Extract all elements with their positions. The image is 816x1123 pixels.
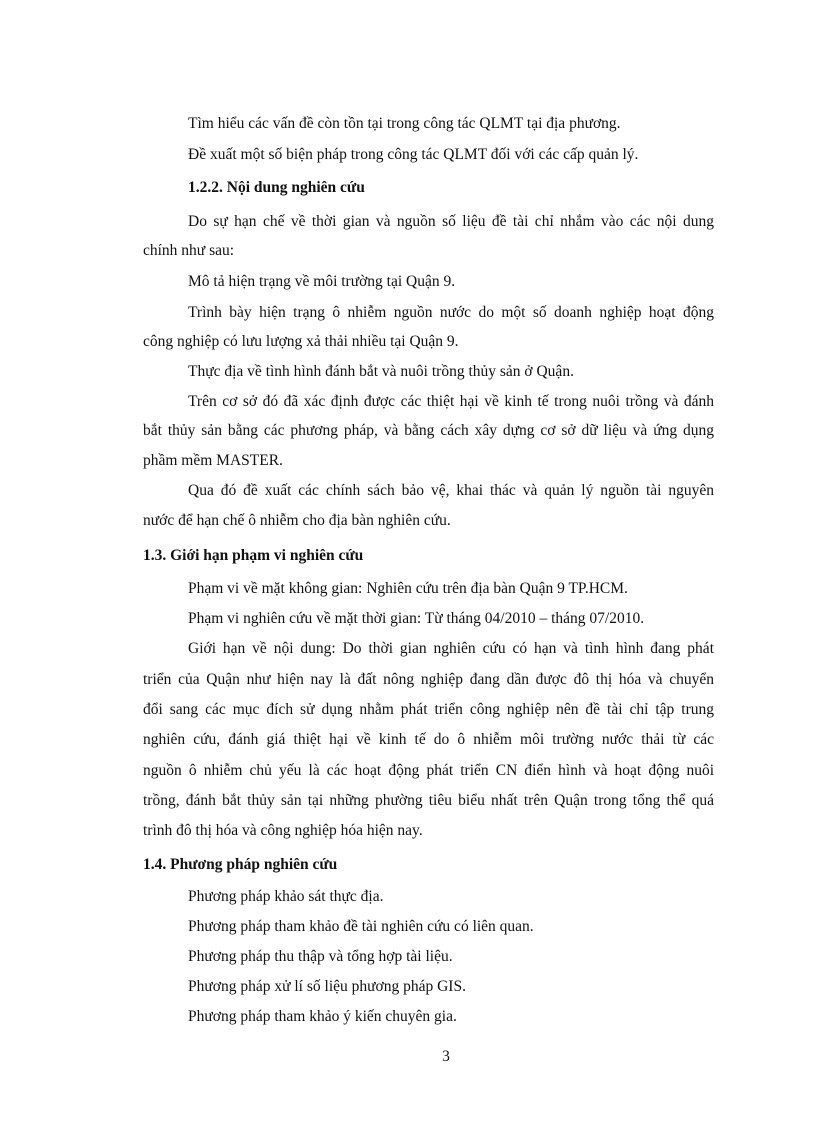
paragraph-line: trồng, đánh bắt thủy sản tại những phường tiêu biểu nhất trên Quận trong tổng thể quá: [143, 792, 714, 809]
paragraph-line: phầm mềm MASTER.: [143, 452, 283, 469]
paragraph-line: Trình bày hiện trạng ô nhiễm nguồn nước do một số doanh nghiệp hoạt động: [188, 304, 714, 321]
page-number: 3: [442, 1048, 450, 1065]
paragraph-line: Tìm hiểu các vấn đề còn tồn tại trong công tác QLMT tại địa phương.: [188, 115, 621, 132]
method-item: Phương pháp thu thập và tổng hợp tài liệu.: [188, 948, 453, 965]
paragraph-line: Trên cơ sở đó đã xác định được các thiệt hại về kinh tế trong nuôi trồng và đánh: [188, 393, 714, 410]
section-heading-1-4: 1.4. Phương pháp nghiên cứu: [143, 856, 338, 873]
paragraph-line: nước để hạn chế ô nhiễm cho địa bàn nghiên cứu.: [143, 512, 451, 529]
section-heading-1-2-2: 1.2.2. Nội dung nghiên cứu: [188, 179, 365, 196]
method-item: Phương pháp xử lí số liệu phương pháp GIS.: [188, 978, 466, 995]
paragraph-line: đổi sang các mục đích sử dụng nhằm phát triển công nghiệp nên đề tài chỉ tập trung: [143, 701, 714, 718]
method-item: Phương pháp khảo sát thực địa.: [188, 888, 384, 905]
paragraph-line: triển của Quận như hiện nay là đất nông nghiệp đang dần được đô thị hóa và chuyển: [143, 671, 714, 688]
section-heading-1-3: 1.3. Giới hạn phạm vi nghiên cứu: [143, 547, 364, 564]
paragraph-line: Đề xuất một số biện pháp trong công tác QLMT đối với các cấp quản lý.: [188, 146, 639, 163]
method-item: Phương pháp tham khảo đề tài nghiên cứu có liên quan.: [188, 918, 534, 935]
paragraph-line: Do sự hạn chế về thời gian và nguồn số liệu đề tài chỉ nhắm vào các nội dung: [188, 213, 714, 230]
paragraph-line: Mô tả hiện trạng về môi trường tại Quận 9.: [188, 273, 456, 290]
method-item: Phương pháp tham khảo ý kiến chuyên gia.: [188, 1008, 457, 1025]
paragraph-line: Phạm vi nghiên cứu về mặt thời gian: Từ tháng 04/2010 – tháng 07/2010.: [188, 610, 645, 627]
paragraph-line: bắt thủy sản bằng các phương pháp, và bằng cách xây dựng cơ sở dữ liệu và ứng dụng: [143, 422, 714, 439]
paragraph-line: nguồn ô nhiễm chủ yếu là các hoạt động phát triển CN điển hình và hoạt động nuôi: [143, 762, 714, 779]
paragraph-line: Giới hạn về nội dung: Do thời gian nghiên cứu có hạn và tình hình đang phát: [188, 640, 714, 657]
paragraph-line: trình đô thị hóa và công nghiệp hóa hiện nay.: [143, 822, 423, 839]
paragraph-line: Thực địa về tình hình đánh bắt và nuôi trồng thủy sản ở Quận.: [188, 363, 574, 380]
paragraph-line: công nghiệp có lưu lượng xả thải nhiều tại Quận 9.: [143, 333, 459, 350]
paragraph-line: Qua đó đề xuất các chính sách bảo vệ, khai thác và quản lý nguồn tài nguyên: [188, 482, 714, 499]
paragraph-line: chính như sau:: [143, 242, 235, 259]
paragraph-line: Phạm vi về mặt không gian: Nghiên cứu trên địa bàn Quận 9 TP.HCM.: [188, 580, 628, 597]
paragraph-line: nghiên cứu, đánh giá thiệt hại về kinh tế do ô nhiễm môi trường nước thải từ các: [143, 731, 714, 748]
